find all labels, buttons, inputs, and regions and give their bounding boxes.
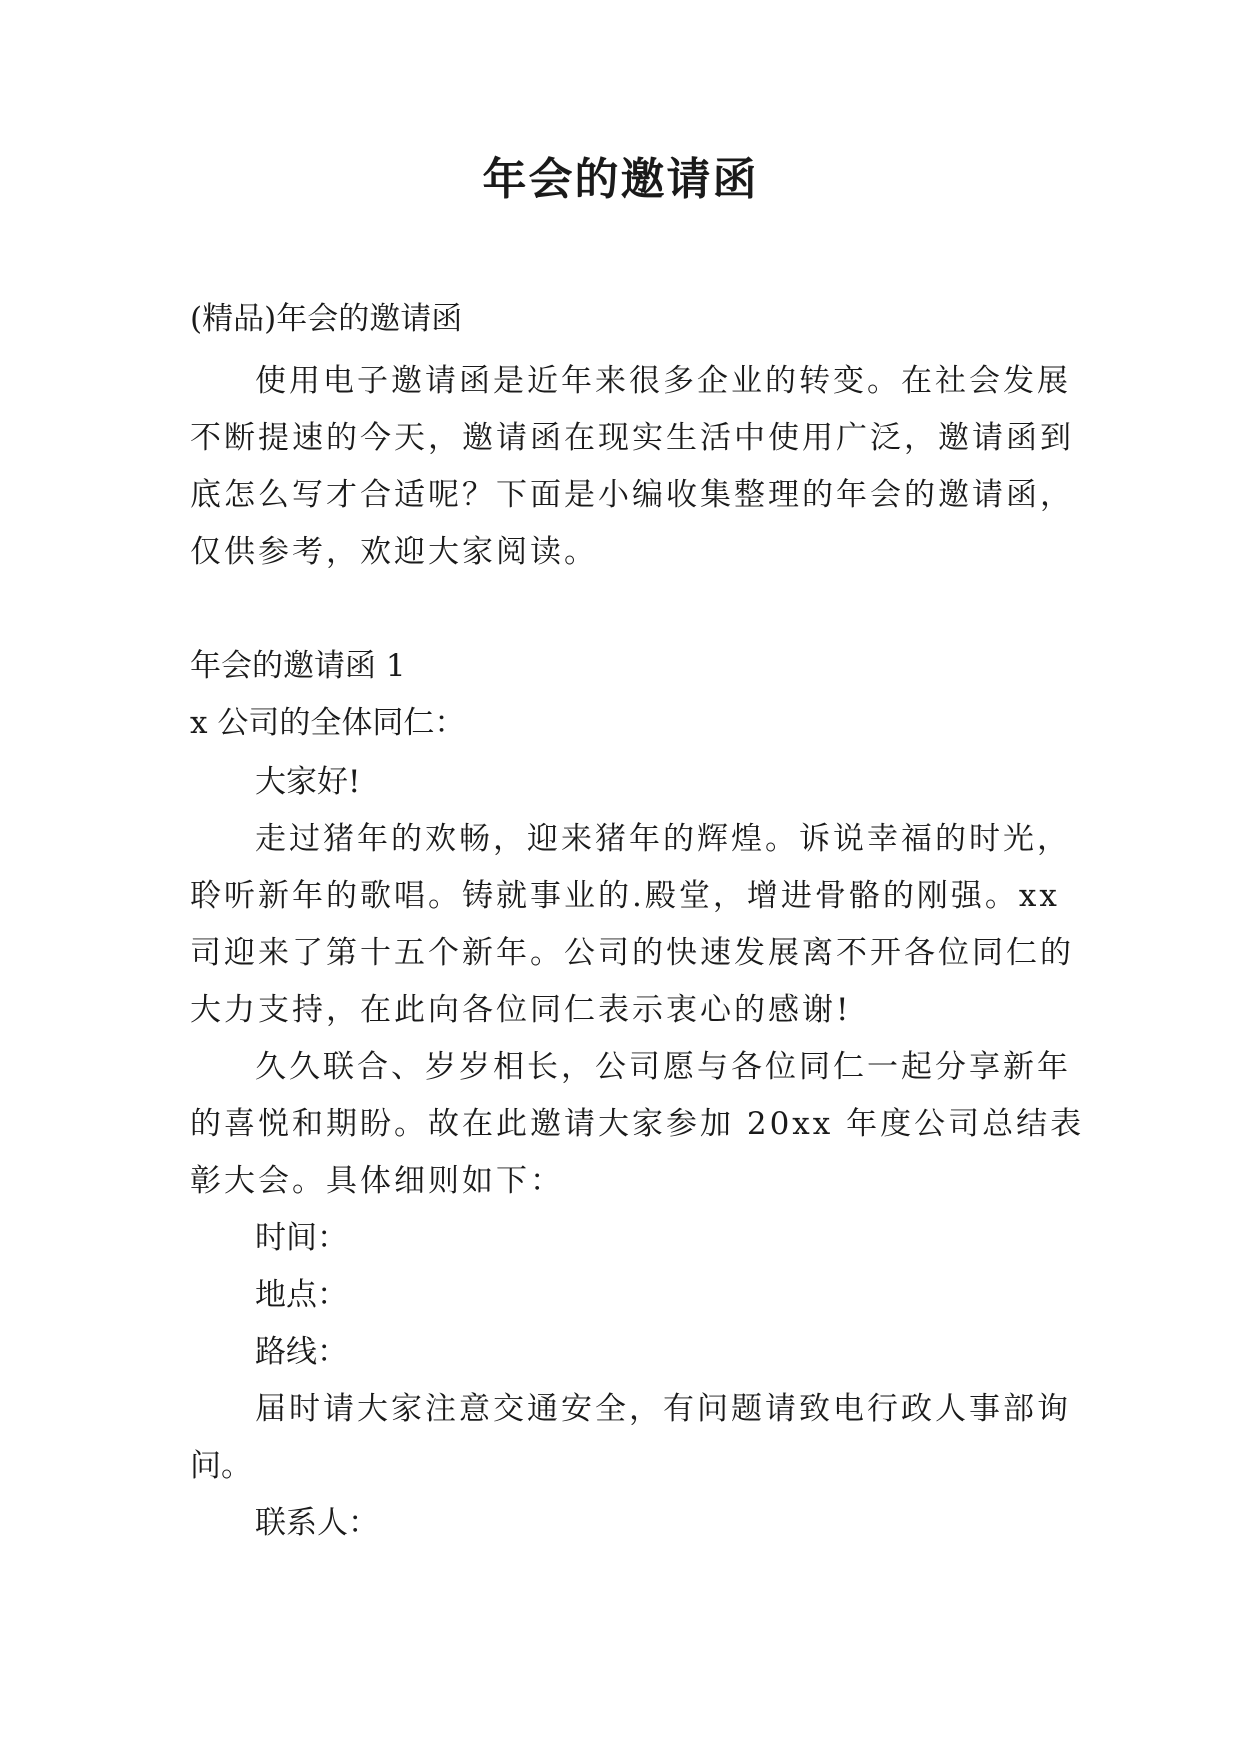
intro-line-4: 仅供参考，欢迎大家阅读。 [190, 534, 598, 570]
paragraph-3-line-2: 问。 [190, 1448, 252, 1484]
intro-line-2: 不断提速的今天，邀请函在现实生活中使用广泛，邀请函到 [190, 420, 1074, 456]
intro-line-3: 底怎么写才合适呢？下面是小编收集整理的年会的邀请函， [190, 477, 1074, 513]
contact-label: 联系人： [255, 1505, 379, 1541]
paragraph-2-line-3: 彰大会。具体细则如下： [190, 1163, 564, 1199]
time-label: 时间： [255, 1220, 348, 1256]
paragraph-3-line-1: 届时请大家注意交通安全，有问题请致电行政人事部询 [255, 1391, 1071, 1427]
place-label: 地点： [255, 1277, 348, 1313]
paragraph-1-line-1: 走过猪年的欢畅，迎来猪年的辉煌。诉说幸福的时光， [255, 821, 1071, 857]
paragraph-1-line-4: 大力支持，在此向各位同仁表示衷心的感谢! [190, 992, 852, 1028]
document-title: 年会的邀请函 [482, 154, 759, 205]
greeting: 大家好! [255, 764, 361, 800]
paragraph-2-line-1: 久久联合、岁岁相长，公司愿与各位同仁一起分享新年 [255, 1049, 1071, 1085]
paragraph-2-line-2: 的喜悦和期盼。故在此邀请大家参加 20xx 年度公司总结表 [190, 1106, 1085, 1142]
paragraph-1-line-2: 聆听新年的歌唱。铸就事业的.殿堂，增进骨骼的刚强。xx [190, 878, 1060, 914]
salutation: x 公司的全体同仁： [190, 705, 466, 741]
intro-line-1: 使用电子邀请函是近年来很多企业的转变。在社会发展 [255, 363, 1071, 399]
document-header: (精品)年会的邀请函 [190, 301, 463, 337]
route-label: 路线： [255, 1334, 348, 1370]
section-heading: 年会的邀请函 1 [190, 648, 406, 684]
paragraph-1-line-3: 司迎来了第十五个新年。公司的快速发展离不开各位同仁的 [190, 935, 1074, 971]
